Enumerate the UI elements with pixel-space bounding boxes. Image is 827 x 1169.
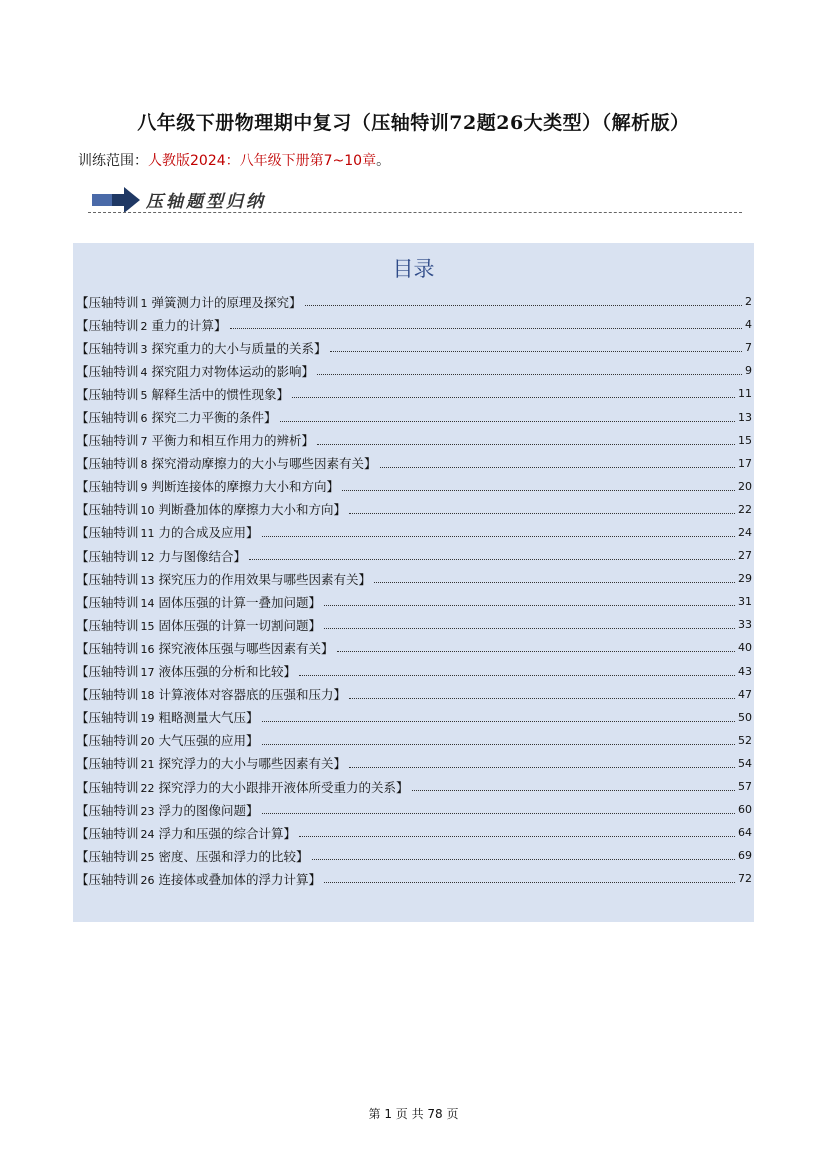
toc-item-label: 探究滑动摩擦力的大小与哪些因素有关】 xyxy=(151,456,377,472)
toc-item[interactable] xyxy=(76,844,752,867)
toc-leader-dots xyxy=(249,559,735,560)
page-footer: 第 1 页 共 78 页 xyxy=(368,1107,459,1121)
toc-item-title xyxy=(76,847,309,865)
toc-item-title xyxy=(76,616,321,634)
toc-item-page: 69 xyxy=(738,849,752,863)
toc-item[interactable] xyxy=(76,521,752,544)
toc-item-number: 7 xyxy=(140,435,148,449)
toc-leader-dots xyxy=(317,444,735,445)
toc-item[interactable] xyxy=(76,567,752,590)
toc-item-title xyxy=(76,824,296,842)
toc-item-label: 固体压强的计算一叠加问题】 xyxy=(158,594,322,610)
training-scope xyxy=(78,150,390,170)
toc-item[interactable] xyxy=(76,452,752,475)
toc-item-number: 17 xyxy=(140,666,155,680)
toc-item-number: 10 xyxy=(140,504,155,518)
scope-label: 训练范围： xyxy=(78,153,148,169)
toc-item-number: 18 xyxy=(140,689,155,703)
toc-item-title xyxy=(76,801,259,819)
toc-item[interactable] xyxy=(76,544,752,567)
toc-leader-dots xyxy=(262,744,735,745)
toc-item-prefix: 【压轴特训 xyxy=(76,687,139,703)
toc-item-title xyxy=(76,454,377,472)
toc-item[interactable] xyxy=(76,590,752,613)
toc-item[interactable] xyxy=(76,775,752,798)
toc-leader-dots xyxy=(337,651,735,652)
toc-item-label: 探究浮力的大小与哪些因素有关】 xyxy=(158,756,347,772)
toc-item-prefix: 【压轴特训 xyxy=(76,363,139,379)
toc-item-label: 密度、压强和浮力的比较】 xyxy=(158,848,309,864)
document-title: 八年级下册物理期中复习（压轴特训72题26大类型）（解析版） xyxy=(137,112,690,134)
toc-item-number: 19 xyxy=(140,712,155,726)
toc-item-title xyxy=(76,431,314,449)
toc-item-page: 4 xyxy=(745,318,752,332)
toc-leader-dots xyxy=(262,536,735,537)
toc-item[interactable] xyxy=(76,313,752,336)
toc-item-title xyxy=(76,662,296,680)
toc-item-page: 15 xyxy=(738,433,752,447)
toc-item-label: 计算液体对容器底的压强和压力】 xyxy=(158,687,347,703)
toc-item-prefix: 【压轴特训 xyxy=(76,871,139,887)
toc-item[interactable] xyxy=(76,636,752,659)
toc-item-prefix: 【压轴特训 xyxy=(76,710,139,726)
toc-leader-dots xyxy=(380,467,735,468)
toc-item-number: 2 xyxy=(140,319,148,333)
toc-item-number: 12 xyxy=(140,550,155,564)
toc-item-page: 72 xyxy=(738,872,752,886)
toc-item-label: 探究压力的作用效果与哪些因素有关】 xyxy=(158,571,372,587)
toc-item-number: 15 xyxy=(140,619,155,633)
toc-item-prefix: 【压轴特训 xyxy=(76,733,139,749)
toc-item-label: 浮力和压强的综合计算】 xyxy=(158,825,297,841)
toc-item-number: 16 xyxy=(140,642,155,656)
toc-item-page: 2 xyxy=(745,295,752,309)
toc-item-title xyxy=(76,778,409,796)
toc-leader-dots xyxy=(292,397,735,398)
toc-item[interactable] xyxy=(76,798,752,821)
toc-leader-dots xyxy=(299,836,735,837)
toc-item-page: 13 xyxy=(738,410,752,424)
toc-item-prefix: 【压轴特训 xyxy=(76,848,139,864)
toc-item[interactable] xyxy=(76,336,752,359)
toc-item-title xyxy=(76,708,259,726)
toc-item-number: 11 xyxy=(140,527,155,541)
toc-item-number: 6 xyxy=(140,412,148,426)
toc-item-prefix: 【压轴特训 xyxy=(76,825,139,841)
toc-item-number: 26 xyxy=(140,873,155,887)
toc-item-number: 9 xyxy=(140,481,148,495)
toc-item-prefix: 【压轴特训 xyxy=(76,410,139,426)
toc-item-page: 43 xyxy=(738,664,752,678)
toc-item-page: 29 xyxy=(738,572,752,586)
toc-item-prefix: 【压轴特训 xyxy=(76,802,139,818)
toc-item-label: 粗略测量大气压】 xyxy=(158,710,259,726)
toc-item-prefix: 【压轴特训 xyxy=(76,664,139,680)
toc-item-title xyxy=(76,547,246,565)
toc-item[interactable] xyxy=(76,290,752,313)
toc-item-label: 探究浮力的大小跟排开液体所受重力的关系】 xyxy=(158,779,409,795)
toc-item[interactable] xyxy=(76,821,752,844)
toc-item-prefix: 【压轴特训 xyxy=(76,594,139,610)
table-of-contents xyxy=(73,243,754,922)
banner-divider xyxy=(88,212,742,213)
toc-item-title xyxy=(76,523,259,541)
toc-item-title xyxy=(76,385,289,403)
toc-list xyxy=(76,290,752,890)
toc-leader-dots xyxy=(324,605,735,606)
toc-item-label: 探究二力平衡的条件】 xyxy=(151,410,277,426)
toc-item[interactable] xyxy=(76,660,752,683)
toc-leader-dots xyxy=(262,721,735,722)
section-banner xyxy=(88,185,742,215)
toc-item-page: 22 xyxy=(738,502,752,516)
toc-item-prefix: 【压轴特训 xyxy=(76,640,139,656)
toc-item-title xyxy=(76,639,334,657)
toc-item-label: 探究液体压强与哪些因素有关】 xyxy=(158,640,334,656)
toc-leader-dots xyxy=(305,305,742,306)
toc-item-number: 13 xyxy=(140,573,155,587)
toc-item[interactable] xyxy=(76,382,752,405)
toc-item-number: 21 xyxy=(140,758,155,772)
toc-item-prefix: 【压轴特训 xyxy=(76,525,139,541)
toc-item-page: 52 xyxy=(738,733,752,747)
toc-item-title xyxy=(76,500,346,518)
toc-item-prefix: 【压轴特训 xyxy=(76,571,139,587)
toc-item-page: 50 xyxy=(738,710,752,724)
toc-item-page: 54 xyxy=(738,756,752,770)
toc-item-prefix: 【压轴特训 xyxy=(76,479,139,495)
toc-leader-dots xyxy=(349,767,735,768)
toc-item-title xyxy=(76,593,321,611)
toc-item-label: 重力的计算】 xyxy=(151,317,227,333)
toc-item-number: 22 xyxy=(140,781,155,795)
toc-item-title xyxy=(76,731,259,749)
toc-item-prefix: 【压轴特训 xyxy=(76,779,139,795)
toc-item-title xyxy=(76,293,302,311)
toc-item[interactable] xyxy=(76,429,752,452)
toc-item-prefix: 【压轴特训 xyxy=(76,456,139,472)
toc-leader-dots xyxy=(324,882,735,883)
toc-item-label: 判断连接体的摩擦力大小和方向】 xyxy=(151,479,340,495)
toc-item-label: 平衡力和相互作用力的辨析】 xyxy=(151,433,315,449)
toc-item-label: 力的合成及应用】 xyxy=(158,525,259,541)
toc-item[interactable] xyxy=(76,405,752,428)
toc-item-page: 11 xyxy=(738,387,752,401)
toc-item-label: 固体压强的计算一切割问题】 xyxy=(158,617,322,633)
toc-item-prefix: 【压轴特训 xyxy=(76,433,139,449)
toc-item-prefix: 【压轴特训 xyxy=(76,502,139,518)
scope-end: 。 xyxy=(376,153,391,169)
toc-item-prefix: 【压轴特训 xyxy=(76,294,139,310)
toc-item-prefix: 【压轴特训 xyxy=(76,756,139,772)
toc-item-number: 20 xyxy=(140,735,155,749)
toc-item-page: 31 xyxy=(738,595,752,609)
toc-item-number: 25 xyxy=(140,850,155,864)
toc-heading: 目录 xyxy=(392,257,435,281)
toc-item[interactable] xyxy=(76,359,752,382)
toc-item-title xyxy=(76,316,227,334)
toc-item-label: 连接体或叠加体的浮力计算】 xyxy=(158,871,322,887)
toc-item[interactable] xyxy=(76,729,752,752)
toc-item-label: 判断叠加体的摩擦力大小和方向】 xyxy=(158,502,347,518)
toc-leader-dots xyxy=(262,813,735,814)
toc-leader-dots xyxy=(412,790,735,791)
toc-leader-dots xyxy=(324,628,735,629)
toc-item-prefix: 【压轴特训 xyxy=(76,340,139,356)
toc-leader-dots xyxy=(299,675,735,676)
toc-item[interactable] xyxy=(76,613,752,636)
toc-item-prefix: 【压轴特训 xyxy=(76,548,139,564)
toc-item-title xyxy=(76,570,371,588)
toc-item-label: 力与图像结合】 xyxy=(158,548,247,564)
toc-item-title xyxy=(76,339,327,357)
toc-item-number: 1 xyxy=(140,296,148,310)
toc-item-label: 液体压强的分析和比较】 xyxy=(158,664,297,680)
toc-item-prefix: 【压轴特训 xyxy=(76,386,139,402)
toc-leader-dots xyxy=(312,859,735,860)
toc-leader-dots xyxy=(374,582,735,583)
toc-item-page: 40 xyxy=(738,641,752,655)
toc-item[interactable] xyxy=(76,498,752,521)
toc-item-title xyxy=(76,685,346,703)
banner-text: 压轴题型归纳 xyxy=(146,192,266,212)
toc-leader-dots xyxy=(349,513,735,514)
toc-item-number: 23 xyxy=(140,804,155,818)
toc-item-page: 27 xyxy=(738,549,752,563)
toc-leader-dots xyxy=(317,374,742,375)
toc-item-page: 60 xyxy=(738,803,752,817)
toc-item[interactable] xyxy=(76,867,752,890)
toc-item-number: 24 xyxy=(140,827,155,841)
toc-item-prefix: 【压轴特训 xyxy=(76,317,139,333)
toc-item-number: 5 xyxy=(140,388,148,402)
toc-item-prefix: 【压轴特训 xyxy=(76,617,139,633)
toc-leader-dots xyxy=(342,490,735,491)
toc-item-page: 9 xyxy=(745,364,752,378)
toc-item-title xyxy=(76,870,321,888)
toc-item-page: 20 xyxy=(738,479,752,493)
toc-item-page: 7 xyxy=(745,341,752,355)
toc-item-page: 17 xyxy=(738,456,752,470)
toc-item-title xyxy=(76,362,314,380)
toc-item[interactable] xyxy=(76,683,752,706)
toc-leader-dots xyxy=(230,328,742,329)
toc-item-page: 57 xyxy=(738,780,752,794)
toc-item-title xyxy=(76,754,346,772)
arrow-right-icon xyxy=(92,187,142,213)
toc-item-page: 64 xyxy=(738,826,752,840)
scope-value: 人教版2024：八年级下册第7~10章 xyxy=(148,153,377,169)
toc-leader-dots xyxy=(280,421,735,422)
toc-item-page: 33 xyxy=(738,618,752,632)
toc-item-label: 解释生活中的惯性现象】 xyxy=(151,386,290,402)
toc-leader-dots xyxy=(330,351,742,352)
toc-item-label: 探究阻力对物体运动的影响】 xyxy=(151,363,315,379)
toc-leader-dots xyxy=(349,698,735,699)
toc-item-label: 弹簧测力计的原理及探究】 xyxy=(151,294,302,310)
toc-item[interactable] xyxy=(76,706,752,729)
toc-item-page: 47 xyxy=(738,687,752,701)
toc-item-page: 24 xyxy=(738,525,752,539)
toc-item[interactable] xyxy=(76,475,752,498)
toc-item-label: 探究重力的大小与质量的关系】 xyxy=(151,340,327,356)
toc-item-number: 3 xyxy=(140,342,148,356)
toc-item-label: 浮力的图像问题】 xyxy=(158,802,259,818)
toc-item-title xyxy=(76,408,277,426)
toc-item[interactable] xyxy=(76,752,752,775)
toc-item-title xyxy=(76,477,339,495)
toc-item-number: 4 xyxy=(140,365,148,379)
toc-item-label: 大气压强的应用】 xyxy=(158,733,259,749)
toc-item-number: 14 xyxy=(140,596,155,610)
toc-item-number: 8 xyxy=(140,458,148,472)
